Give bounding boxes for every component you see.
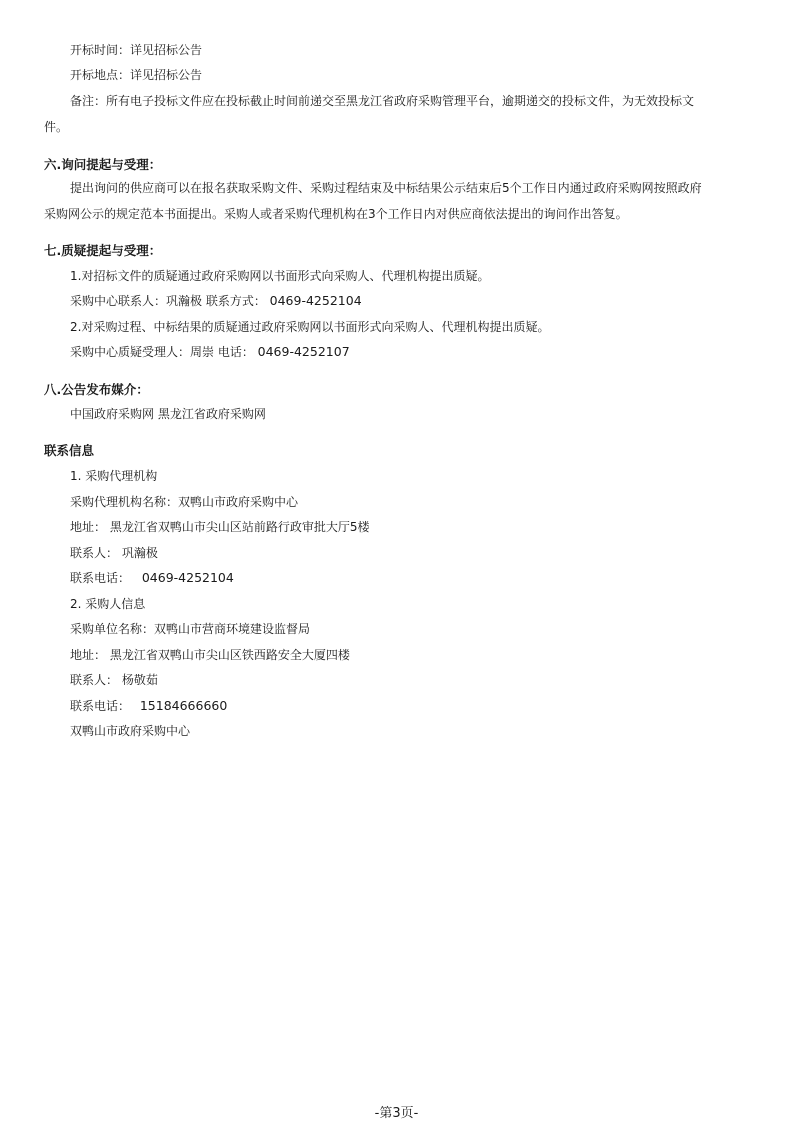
agency-contact: 联系人： 巩瀚极 — [70, 546, 158, 560]
agency-title: 1. 采购代理机构 — [70, 469, 158, 483]
section7-item1: 1.对招标文件的质疑通过政府采购网以书面形式向采购人、代理机构提出质疑。 — [70, 269, 490, 283]
purchaser-phone-row — [70, 698, 227, 714]
page-number: -第3页- — [374, 1106, 419, 1121]
section6-line2: 采购网公示的规定范本书面提出。采购人或者采购代理机构在3个工作日内对供应商依法提出的询问作出答复。 — [44, 207, 628, 221]
section8-media: 中国政府采购网 黑龙江省政府采购网 — [70, 407, 266, 421]
agency-phone-label: 联系电话： — [70, 571, 131, 585]
purchaser-name: 采购单位名称：双鸭山市营商环境建设监督局 — [70, 622, 311, 636]
contact2-label: 采购中心质疑受理人：周崇 电话： — [70, 345, 254, 359]
contact-info-heading: 联系信息 — [44, 443, 95, 458]
agency-phone: 0469-4252104 — [141, 570, 234, 585]
section8-heading: 八.公告发布媒介： — [44, 382, 149, 397]
agency-name: 采购代理机构名称：双鸭山市政府采购中心 — [70, 495, 299, 509]
section7-contact1 — [70, 293, 362, 309]
purchaser-phone-label: 联系电话： — [70, 699, 131, 713]
agency-phone-row — [70, 570, 234, 586]
contact1-phone: 0469-4252104 — [269, 293, 362, 308]
section7-item2: 2.对采购过程、中标结果的质疑通过政府采购网以书面形式向采购人、代理机构提出质疑。 — [70, 320, 550, 334]
bid-opening-place: 开标地点：详见招标公告 — [70, 68, 203, 82]
agency-address: 地址： 黑龙江省双鸭山市尖山区站前路行政审批大厅5楼 — [70, 520, 370, 534]
purchaser-contact: 联系人： 杨敬茹 — [70, 673, 158, 687]
bid-note-line1: 备注：所有电子投标文件应在投标截止时间前递交至黑龙江省政府采购管理平台，逾期递交的投标文件，为无效投标文 — [70, 94, 695, 108]
contact1-label: 采购中心联系人：巩瀚极 联系方式： — [70, 294, 266, 308]
purchaser-address: 地址： 黑龙江省双鸭山市尖山区铁西路安全大厦四楼 — [70, 648, 350, 662]
contact2-phone: 0469-4252107 — [257, 344, 350, 359]
bid-opening-time: 开标时间：详见招标公告 — [70, 43, 203, 57]
section6-line1: 提出询问的供应商可以在报名获取采购文件、采购过程结束及中标结果公示结束后5个工作日内通过政府采购网按照政府 — [70, 181, 702, 195]
section6-heading: 六.询问提起与受理： — [44, 157, 162, 172]
signature: 双鸭山市政府采购中心 — [70, 724, 191, 738]
section7-contact2 — [70, 344, 350, 360]
purchaser-phone: 15184666660 — [139, 698, 228, 713]
purchaser-title: 2. 采购人信息 — [70, 597, 146, 611]
bid-note-line2: 件。 — [44, 120, 69, 134]
section7-heading: 七.质疑提起与受理： — [44, 243, 162, 258]
